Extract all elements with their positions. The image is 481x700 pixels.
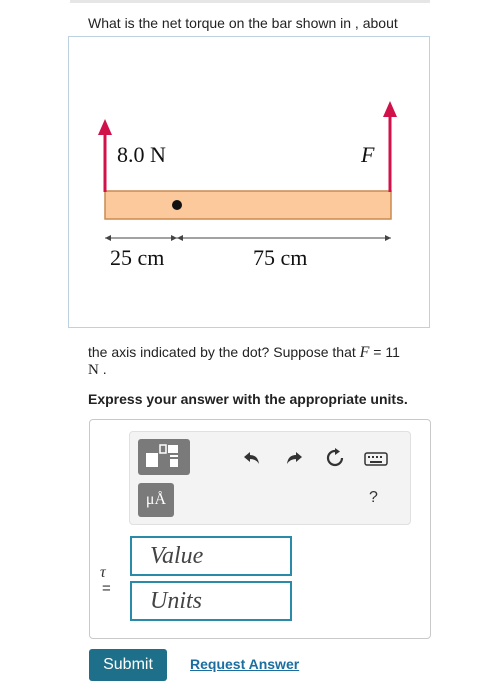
undo-icon	[242, 448, 262, 468]
left-distance-label: 25 cm	[110, 245, 165, 270]
left-force-arrowhead	[98, 119, 112, 135]
question-text-line2	[88, 344, 400, 378]
reset-button[interactable]	[324, 447, 346, 469]
right-force-arrowhead	[383, 101, 397, 117]
redo-icon	[284, 448, 304, 468]
right-force-label: F	[361, 142, 375, 167]
value-input[interactable]	[132, 538, 290, 574]
right-distance-label: 75 cm	[253, 245, 308, 270]
question-period: .	[98, 361, 107, 377]
request-answer-link[interactable]: Request Answer	[190, 656, 300, 672]
axis-dot	[172, 200, 182, 210]
value-field[interactable]	[130, 536, 292, 576]
left-force-label: 8.0 N	[117, 142, 166, 167]
force-equals-value: = 11	[369, 344, 400, 360]
help-button[interactable]: ?	[369, 489, 378, 506]
templates-icon	[138, 439, 190, 475]
top-divider	[70, 0, 430, 3]
templates-button[interactable]	[138, 439, 190, 475]
units-field[interactable]	[130, 581, 292, 621]
undo-button[interactable]	[241, 447, 263, 469]
redo-button[interactable]	[283, 447, 305, 469]
units-input[interactable]	[132, 583, 290, 619]
units-button[interactable]: μÅ	[138, 483, 174, 517]
submit-button[interactable]: Submit	[89, 649, 167, 681]
question-text-part2: the axis indicated by the dot? Suppose that	[88, 344, 360, 360]
figure-panel	[68, 36, 430, 328]
keyboard-button[interactable]	[363, 448, 389, 470]
equals-sign: =	[102, 580, 111, 597]
instruction-text: Express your answer with the appropriate units.	[88, 391, 408, 407]
torque-bar-diagram	[69, 37, 429, 327]
question-text-line1: What is the net torque on the bar shown in , about	[88, 15, 398, 31]
keyboard-icon	[364, 451, 388, 467]
force-unit: N	[88, 362, 99, 378]
reset-icon	[325, 448, 345, 468]
force-variable: F	[359, 344, 370, 361]
bar	[105, 191, 391, 219]
torque-symbol: τ	[100, 564, 106, 581]
